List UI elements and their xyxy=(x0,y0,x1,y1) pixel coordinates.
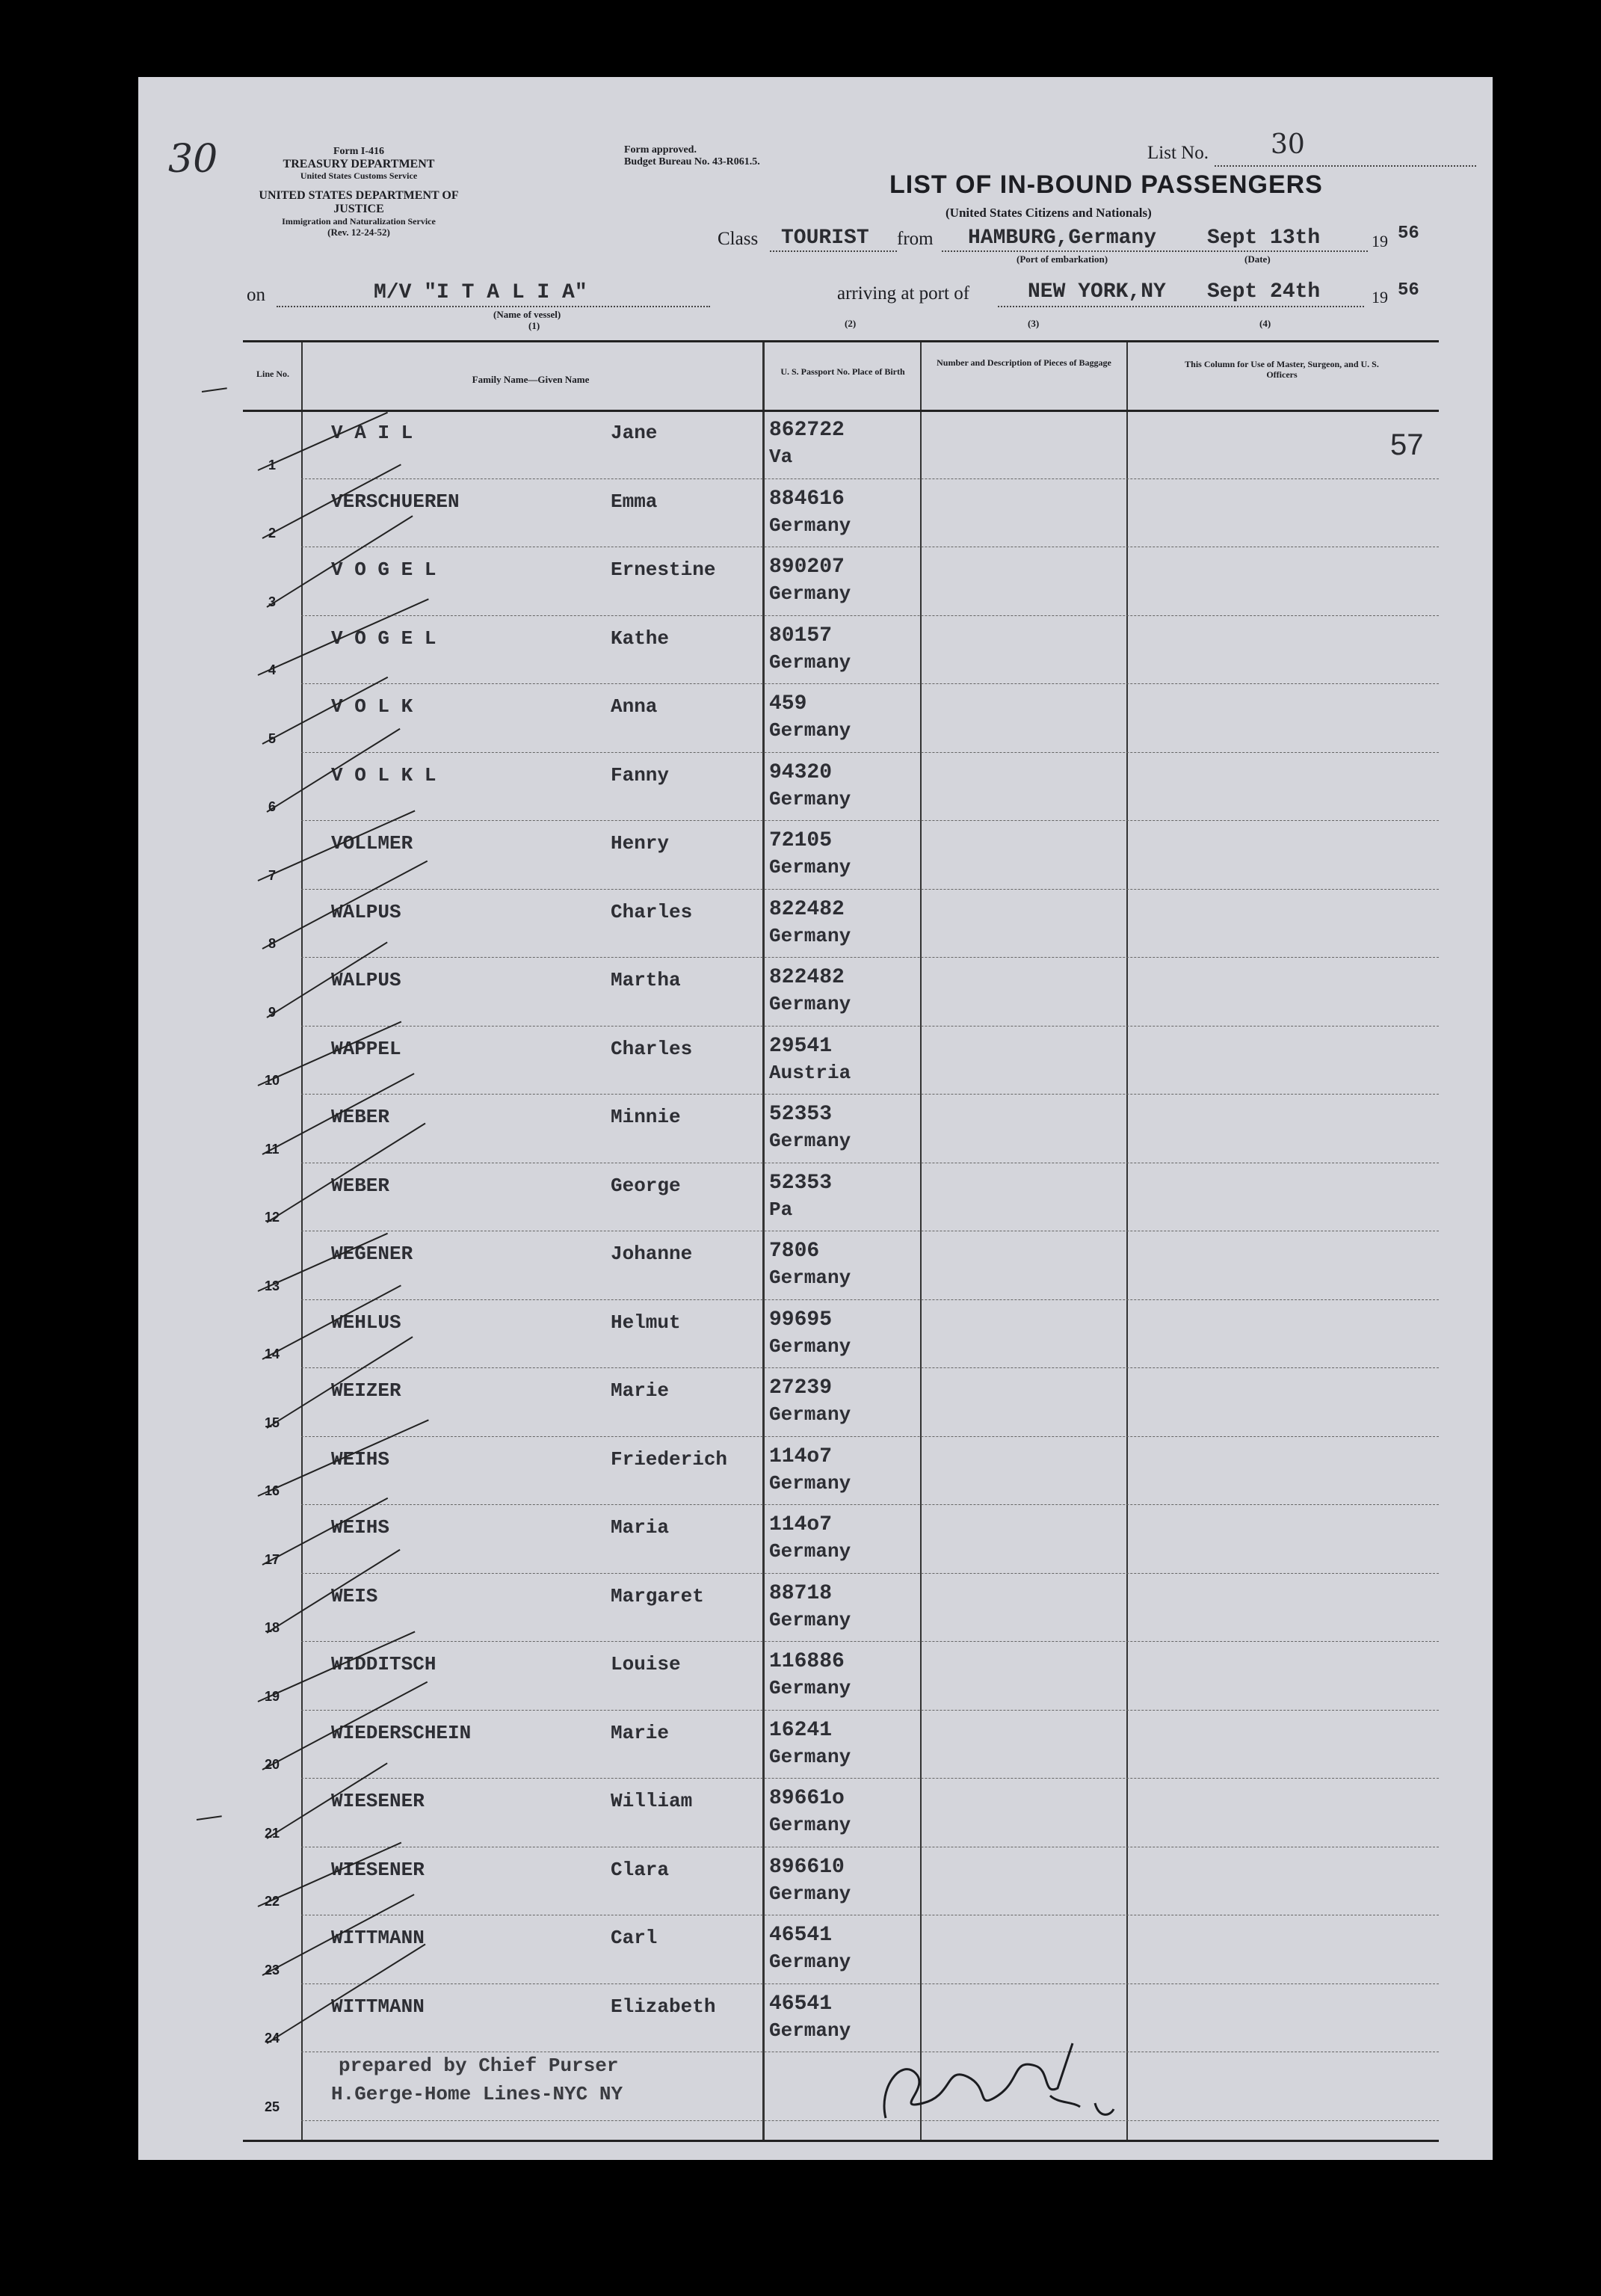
line-number: 25 xyxy=(264,2099,280,2114)
form-info-block xyxy=(239,146,478,182)
line-number: 11 xyxy=(265,1141,280,1157)
justice-dept: UNITED STATES DEPARTMENT OF JUSTICE xyxy=(259,189,459,216)
col-header-line-no: Line No. xyxy=(256,369,289,379)
line-number: 15 xyxy=(264,1415,280,1430)
from-label: from xyxy=(897,229,934,249)
family-name: WITTMANN xyxy=(331,1995,425,2018)
place-of-birth: Va xyxy=(769,446,793,468)
line-number: 3 xyxy=(268,594,276,609)
passport-number: 822482 xyxy=(769,897,845,921)
given-name: Marie xyxy=(611,1379,670,1402)
line-number: 23 xyxy=(264,1962,280,1978)
on-label: on xyxy=(247,285,265,305)
place-of-birth: Germany xyxy=(769,1882,851,1905)
place-of-birth: Germany xyxy=(769,1471,851,1495)
passport-number: 16241 xyxy=(769,1718,833,1742)
place-of-birth: Germany xyxy=(769,514,851,537)
family-name: WALPUS xyxy=(331,900,401,923)
class-label: Class xyxy=(718,229,759,249)
given-name: Friederich xyxy=(611,1447,728,1471)
purser-signature xyxy=(871,2013,1125,2133)
from-port: HAMBURG,Germany xyxy=(968,227,1157,250)
given-name: Johanne xyxy=(611,1243,693,1265)
line-number: 12 xyxy=(264,1210,280,1225)
year-prefix-from: 19 xyxy=(1372,232,1388,250)
given-name: Martha xyxy=(611,969,681,991)
line-number: 5 xyxy=(268,730,276,746)
given-name: Carl xyxy=(611,1927,658,1949)
place-of-birth: Germany xyxy=(769,1951,851,1973)
given-name: Anna xyxy=(611,695,658,718)
line-number: 2 xyxy=(268,526,276,541)
passport-number: 80157 xyxy=(769,624,833,647)
given-name: Louise xyxy=(611,1653,681,1675)
customs-service: United States Customs Service xyxy=(300,170,418,182)
passport-number: 884616 xyxy=(769,487,845,511)
passport-number: 72105 xyxy=(769,829,833,852)
passport-number: 114o7 xyxy=(769,1444,833,1468)
arrival-date: Sept 24th xyxy=(1207,280,1321,304)
family-name: V O G E L xyxy=(331,558,437,581)
passport-number: 29541 xyxy=(769,1034,833,1058)
family-name: WEIHS xyxy=(331,1516,390,1539)
place-of-birth: Pa xyxy=(769,1198,793,1221)
prepared-note-2: H.Gerge-Home Lines-NYC NY xyxy=(331,2083,623,2105)
place-of-birth: Austria xyxy=(769,1061,851,1084)
place-of-birth: Germany xyxy=(769,1267,851,1289)
list-no-value: 30 xyxy=(1271,129,1305,160)
family-name: WEHLUS xyxy=(331,1311,401,1334)
line-number: 19 xyxy=(264,1688,280,1704)
line-number: 21 xyxy=(264,1825,280,1841)
line-number: 10 xyxy=(264,1073,280,1088)
line-number: 1 xyxy=(268,457,276,473)
form-id: Form I-416 xyxy=(333,146,385,157)
line-number: 16 xyxy=(264,1483,280,1498)
given-name: Maria xyxy=(611,1516,670,1539)
passport-number: 862722 xyxy=(769,419,845,442)
line-number: 9 xyxy=(268,1004,276,1020)
given-name: Fanny xyxy=(611,763,670,787)
col2-caption: (2) xyxy=(845,318,857,329)
col-header-name: Family Name—Given Name xyxy=(472,374,590,385)
page-subtitle: (United States Citizens and Nationals) xyxy=(946,206,1152,220)
family-name: WEIHS xyxy=(331,1447,390,1471)
place-of-birth: Germany xyxy=(769,650,851,674)
family-name: V O G E L xyxy=(331,627,437,650)
family-name: WEGENER xyxy=(331,1243,413,1265)
family-name: WITTMANN xyxy=(331,1927,425,1949)
passport-number: 89661o xyxy=(769,1787,845,1810)
family-name: WIDDITSCH xyxy=(331,1653,437,1675)
given-name: Kathe xyxy=(611,627,670,650)
line-number: 7 xyxy=(268,867,276,883)
given-name: Ernestine xyxy=(611,558,716,581)
justice-block xyxy=(239,189,478,238)
passport-number: 114o7 xyxy=(769,1513,833,1536)
row-separator xyxy=(301,2120,1439,2121)
place-of-birth: Germany xyxy=(769,1814,851,1836)
revision: (Rev. 12-24-52) xyxy=(327,226,390,238)
given-name: Charles xyxy=(611,1037,693,1060)
family-name: WIESENER xyxy=(331,1858,425,1881)
passport-number: 896610 xyxy=(769,1855,845,1879)
line-number: 6 xyxy=(268,799,276,814)
year-prefix-arrival: 19 xyxy=(1372,288,1388,307)
ins-service: Immigration and Naturalization Service xyxy=(282,215,436,227)
family-name: V O L K xyxy=(331,695,413,718)
line-number: 24 xyxy=(264,2031,280,2046)
family-name: WIESENER xyxy=(331,1790,425,1812)
passport-number: 46541 xyxy=(769,1992,833,2016)
year-arrival: 56 xyxy=(1398,280,1419,301)
place-of-birth: Germany xyxy=(769,719,851,742)
page-title: LIST OF IN-BOUND PASSENGERS xyxy=(889,170,1323,199)
col-header-officers: This Column for Use of Master, Surgeon, and U. S. Officers xyxy=(1185,359,1379,381)
passport-number: 46541 xyxy=(769,1924,833,1947)
corner-number: 30 xyxy=(168,137,218,182)
prepared-note-1: prepared by Chief Purser xyxy=(339,2055,619,2077)
given-name: William xyxy=(611,1790,693,1812)
budget-bureau: Budget Bureau No. 43-R061.5. xyxy=(624,156,760,168)
col4-caption: (4) xyxy=(1259,318,1271,329)
place-of-birth: Germany xyxy=(769,1130,851,1152)
given-name: Elizabeth xyxy=(611,1995,716,2018)
family-name: VOLLMER xyxy=(331,832,413,855)
place-of-birth: Germany xyxy=(769,2019,851,2042)
passport-number: 52353 xyxy=(769,1171,833,1195)
year-from: 56 xyxy=(1398,224,1419,244)
line-number: 8 xyxy=(268,936,276,951)
arrival-port: NEW YORK,NY xyxy=(1028,280,1166,304)
given-name: Helmut xyxy=(611,1311,681,1334)
col-header-baggage: Number and Description of Pieces of Baggage xyxy=(937,357,1111,368)
family-name: WEIS xyxy=(331,1584,378,1607)
passport-number: 116886 xyxy=(769,1650,845,1673)
passport-number: 822482 xyxy=(769,966,845,989)
given-name: Clara xyxy=(611,1858,670,1881)
family-name: WIEDERSCHEIN xyxy=(331,1721,472,1744)
arriving-label: arriving at port of xyxy=(837,283,970,304)
passport-number: 88718 xyxy=(769,1581,833,1605)
family-name: V O L K L xyxy=(331,763,437,787)
page-count: 57 xyxy=(1390,428,1424,461)
manifest-sheet xyxy=(138,77,1493,2160)
place-of-birth: Germany xyxy=(769,993,851,1015)
place-of-birth: Germany xyxy=(769,1745,851,1768)
line-number: 18 xyxy=(264,1620,280,1635)
given-name: Jane xyxy=(611,422,658,444)
list-no-label: List No. xyxy=(1147,143,1209,163)
table-row xyxy=(243,1163,1439,1231)
line-number: 20 xyxy=(264,1757,280,1772)
form-approved-block xyxy=(624,144,796,168)
given-name: Henry xyxy=(611,832,670,855)
given-name: Margaret xyxy=(611,1584,704,1607)
from-date: Sept 13th xyxy=(1207,227,1321,250)
given-name: George xyxy=(611,1174,681,1197)
line-number: 13 xyxy=(264,1278,280,1293)
family-name: WAPPEL xyxy=(331,1037,401,1060)
passport-number: 7806 xyxy=(769,1240,820,1263)
col-header-passport: U. S. Passport No. Place of Birth xyxy=(780,366,905,377)
family-name: V A I L xyxy=(331,422,413,444)
col1-caption: (1) xyxy=(528,320,540,331)
passport-number: 27239 xyxy=(769,1376,833,1400)
place-of-birth: Germany xyxy=(769,1677,851,1699)
vessel-name: M/V "I T A L I A" xyxy=(374,281,587,304)
family-name: WALPUS xyxy=(331,969,401,991)
from-line xyxy=(942,250,1368,252)
passport-number: 52353 xyxy=(769,1103,833,1126)
passport-number: 94320 xyxy=(769,760,833,784)
arrival-line xyxy=(998,306,1364,307)
given-name: Marie xyxy=(611,1721,670,1744)
family-name: WEBER xyxy=(331,1106,390,1128)
port-caption: (Port of embarkation) xyxy=(1017,253,1108,265)
class-line xyxy=(770,250,897,252)
vessel-line xyxy=(277,306,710,307)
col3-caption: (3) xyxy=(1028,318,1040,329)
line-number: 14 xyxy=(264,1346,280,1361)
line-number: 17 xyxy=(264,1551,280,1567)
given-name: Charles xyxy=(611,900,693,923)
place-of-birth: Germany xyxy=(769,1403,851,1426)
form-approved: Form approved. xyxy=(624,144,697,156)
given-name: Minnie xyxy=(611,1106,681,1128)
passport-number: 99695 xyxy=(769,1308,833,1332)
class-value: TOURIST xyxy=(781,227,869,250)
vessel-caption: (Name of vessel) xyxy=(493,309,561,320)
place-of-birth: Germany xyxy=(769,1608,851,1631)
date-caption: (Date) xyxy=(1244,253,1271,265)
passport-number: 890207 xyxy=(769,555,845,579)
place-of-birth: Germany xyxy=(769,582,851,605)
line-number: 4 xyxy=(268,662,276,677)
place-of-birth: Germany xyxy=(769,1335,851,1358)
family-name: VERSCHUEREN xyxy=(331,490,460,513)
passport-number: 459 xyxy=(769,692,807,715)
margin-tick xyxy=(197,1815,222,1821)
margin-tick xyxy=(202,387,227,393)
family-name: WEBER xyxy=(331,1174,390,1197)
treasury-dept: TREASURY DEPARTMENT xyxy=(283,158,435,171)
passenger-table xyxy=(243,340,1439,2142)
list-no-line xyxy=(1215,165,1476,167)
place-of-birth: Germany xyxy=(769,1540,851,1563)
family-name: WEIZER xyxy=(331,1379,401,1402)
place-of-birth: Germany xyxy=(769,856,851,878)
line-number: 22 xyxy=(264,1894,280,1909)
given-name: Emma xyxy=(611,490,658,513)
place-of-birth: Germany xyxy=(769,924,851,947)
place-of-birth: Germany xyxy=(769,787,851,810)
